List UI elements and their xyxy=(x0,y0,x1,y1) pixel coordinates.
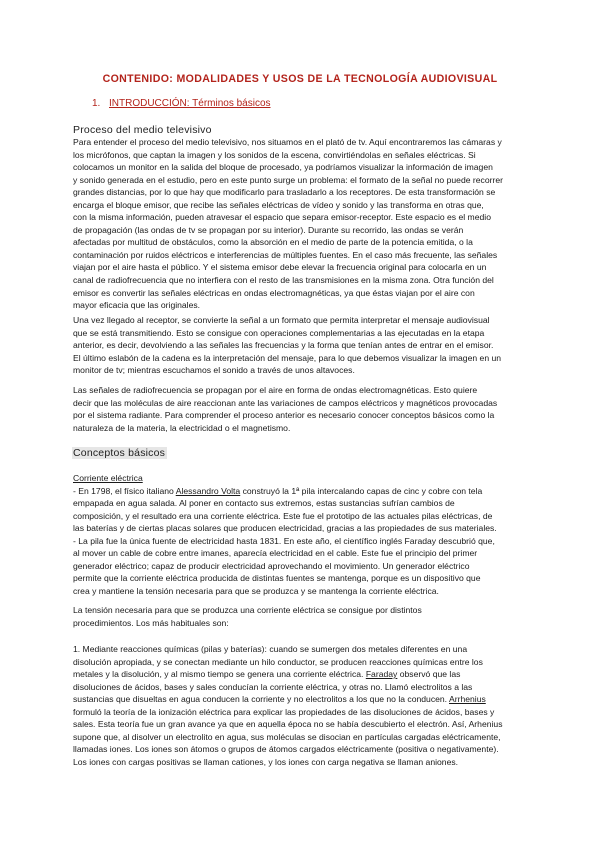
text-line: naturaleza de la materia, la electricidad o el magnetismo. xyxy=(73,422,291,433)
text-line: al mover un cable de cobre entre imanes, aparecía electricidad en el cable. Este fue el principio del primer xyxy=(73,548,478,559)
text-line: grandes distancias, por lo que hay que modificarlo para trasladarlo a los receptores. De esta transformación se xyxy=(73,187,496,198)
subheading-corriente-electrica: Corriente eléctrica xyxy=(73,473,143,483)
intro-number: 1. xyxy=(92,98,101,109)
text-line: emisor es convertir las señales eléctricas en ondas electromagnéticas, ya que éstas viajan por el aire con xyxy=(73,287,475,298)
text-line: disoluciones de ácidos, bases y sales conducían la corriente eléctrica, y otras no. Llamó electrolitos a las xyxy=(73,681,473,692)
intro-label: INTRODUCCIÓN: Términos básicos xyxy=(109,98,271,109)
intro-heading xyxy=(92,98,271,109)
text-segment: metales y la disolución, y al mismo tiempo se genera una corriente eléctrica. xyxy=(73,669,366,680)
text-line: encarga el bloque emisor, que recibe las señales eléctricas de vídeo y sonido y las transforma en otras que, xyxy=(73,199,484,210)
text-line xyxy=(73,485,533,498)
text-line: composición, y el resultado era una corriente eléctrica. Este fue el prototipo de las actuales pilas eléctricas, de xyxy=(73,510,493,521)
text-line: Las señales de radiofrecuencia se propagan por el aire en forma de ondas electromagnéticas. Esto quiere xyxy=(73,385,478,395)
paragraph-proceso-3 xyxy=(73,384,533,434)
text-line xyxy=(73,693,533,706)
text-line: decir que las moléculas de aire reaccionan ante las variaciones de campos eléctricos y magnéticos provocadas xyxy=(73,397,498,408)
text-line: empapada en agua salada. Al poner en contacto sus extremos, estas sustancias sufrían cambios de xyxy=(73,498,455,509)
text-line: - La pila fue la única fuente de electricidad hasta 1831. En este año, el científico inglés Faraday descubrió que, xyxy=(73,535,495,546)
text-line: crea y mantiene la tensión necesaria para que se produzca y se mantenga la corriente eléctrica. xyxy=(73,585,439,596)
text-line: y sonido generada en el estudio, pero en este punto surge un problema: el formato de la señal no puede recorrer xyxy=(73,174,503,185)
text-line: 1. Mediante reacciones químicas (pilas y baterías): cuando se sumergen dos metales diferentes en una xyxy=(73,644,468,654)
text-line: que se está transmitiendo. Esto se consigue con operaciones complementarias a las ejecutadas en la etapa xyxy=(73,327,485,338)
text-line: de propagación (las ondas de tv se propagan por su interior). Durante su recorrido, las ondas se verán xyxy=(73,224,464,235)
document-title: CONTENIDO: MODALIDADES Y USOS DE LA TECNOLOGÍA AUDIOVISUAL xyxy=(102,73,498,85)
text-segment: - En 1798, el físico italiano xyxy=(73,485,176,496)
text-line: canal de radiofrecuencia que no interfiera con el resto de las transmisiones en la misma zona. Otra función del xyxy=(73,275,494,286)
arrhenius-link[interactable]: Arrhenius xyxy=(449,694,486,705)
text-line: permite que la corriente eléctrica producida de distintas fuentes se mantenga, porque es un dispositivo que xyxy=(73,573,481,584)
text-line: con la misma información, pueden atravesar el espacio que separa emisor-receptor. Este espacio es el medio xyxy=(73,212,491,223)
text-line: formuló la teoría de la ionización eléctrica para explicar las propiedades de las disoluciones de ácidos, bases y xyxy=(73,706,495,717)
text-line: monitor de tv; mientras escuchamos el sonido a través de unos altavoces. xyxy=(73,365,355,376)
faraday-link[interactable]: Faraday xyxy=(365,669,398,680)
text-line: colocamos un monitor en la salida del bloque de procesado, ya podríamos visualizar la información de imagen xyxy=(73,162,493,173)
text-line: Una vez llegado al receptor, se convierte la señal a un formato que permita interpretar el mensaje audiovisual xyxy=(73,315,490,325)
text-line: las baterías y de ciertas placas solares que producen electricidad, gracias a las propiedades de sus materiales. xyxy=(73,523,497,534)
section-heading-proceso: Proceso del medio televisivo xyxy=(73,124,212,136)
text-line: La tensión necesaria para que se produzca una corriente eléctrica se consigue por distintos xyxy=(73,605,422,615)
text-line: afectadas por multitud de obstáculos, como la absorción en el medio de parte de la potencia emitida, o la xyxy=(73,237,473,248)
paragraph-proceso-2 xyxy=(73,314,533,377)
text-segment: sustancias que disueltas en agua conducen la corriente y no electrolitos a los que no la conducen. xyxy=(73,694,449,705)
volta-link[interactable]: Alessandro Volta xyxy=(175,485,241,496)
text-line: llamadas iones. Los iones son átomos o grupos de átomos cargados eléctricamente (positiva o negativamente). xyxy=(73,744,499,755)
text-line: contaminación por ruidos eléctricos e interferencias de múltiples fuentes. En el caso más frecuente, las señales xyxy=(73,249,498,260)
paragraph-tension xyxy=(73,604,533,629)
text-line: mayor eficacia que las originales. xyxy=(73,300,201,311)
paragraph-corriente-1 xyxy=(73,472,533,610)
paragraph-proceso-1 xyxy=(73,136,533,312)
text-segment: observó que las xyxy=(397,669,461,680)
text-segment: construyó la 1ª pila intercalando capas de cinc y cobre con tela xyxy=(240,485,483,496)
text-line: disolución apropiada, y se conectan mediante un hilo conductor, se producen reacciones químicas entre los xyxy=(73,656,483,667)
text-line: sales. Esta teoría fue un gran avance ya que en aquella época no se había descubierto el electrón. Así, Arhenius xyxy=(73,719,503,730)
text-line: generador eléctrico; capaz de producir electricidad aprovechando el movimiento. Un generador eléctrico xyxy=(73,560,470,571)
text-line: procedimientos. Los más habituales son: xyxy=(73,617,229,628)
paragraph-reacciones-quimicas xyxy=(73,643,533,768)
text-line: Para entender el proceso del medio televisivo, nos situamos en el plató de tv. Aquí encontraremos las cámaras y xyxy=(73,137,502,147)
text-line: anterior, es decir, devolviendo a las señales las frecuencias y la forma que tenían antes de entrar en el emisor. xyxy=(73,340,494,351)
section-heading-conceptos: Conceptos básicos xyxy=(73,447,166,459)
text-line: viajan por el aire hasta el público. Y el sistema emisor debe elevar la frecuencia original para colocarla en un xyxy=(73,262,487,273)
text-line xyxy=(73,668,533,681)
text-line: El último eslabón de la cadena es la interpretación del mensaje, para lo que debemos visualizar la imagen en un xyxy=(73,352,502,363)
text-line: los micrófonos, que captan la imagen y los sonidos de la escena, convirtiéndolas en señales eléctricas. Si xyxy=(73,149,476,160)
text-line: por el sistema radiante. Para comprender el proceso anterior es necesario conocer conceptos básicos como la xyxy=(73,410,495,421)
text-line: Los iones con cargas positivas se llaman cationes, y los iones con carga negativa se llaman aniones. xyxy=(73,756,459,767)
text-line: supone que, al disolver un electrolito en agua, sus moléculas se disocian en partículas cargadas eléctricamente, xyxy=(73,731,501,742)
